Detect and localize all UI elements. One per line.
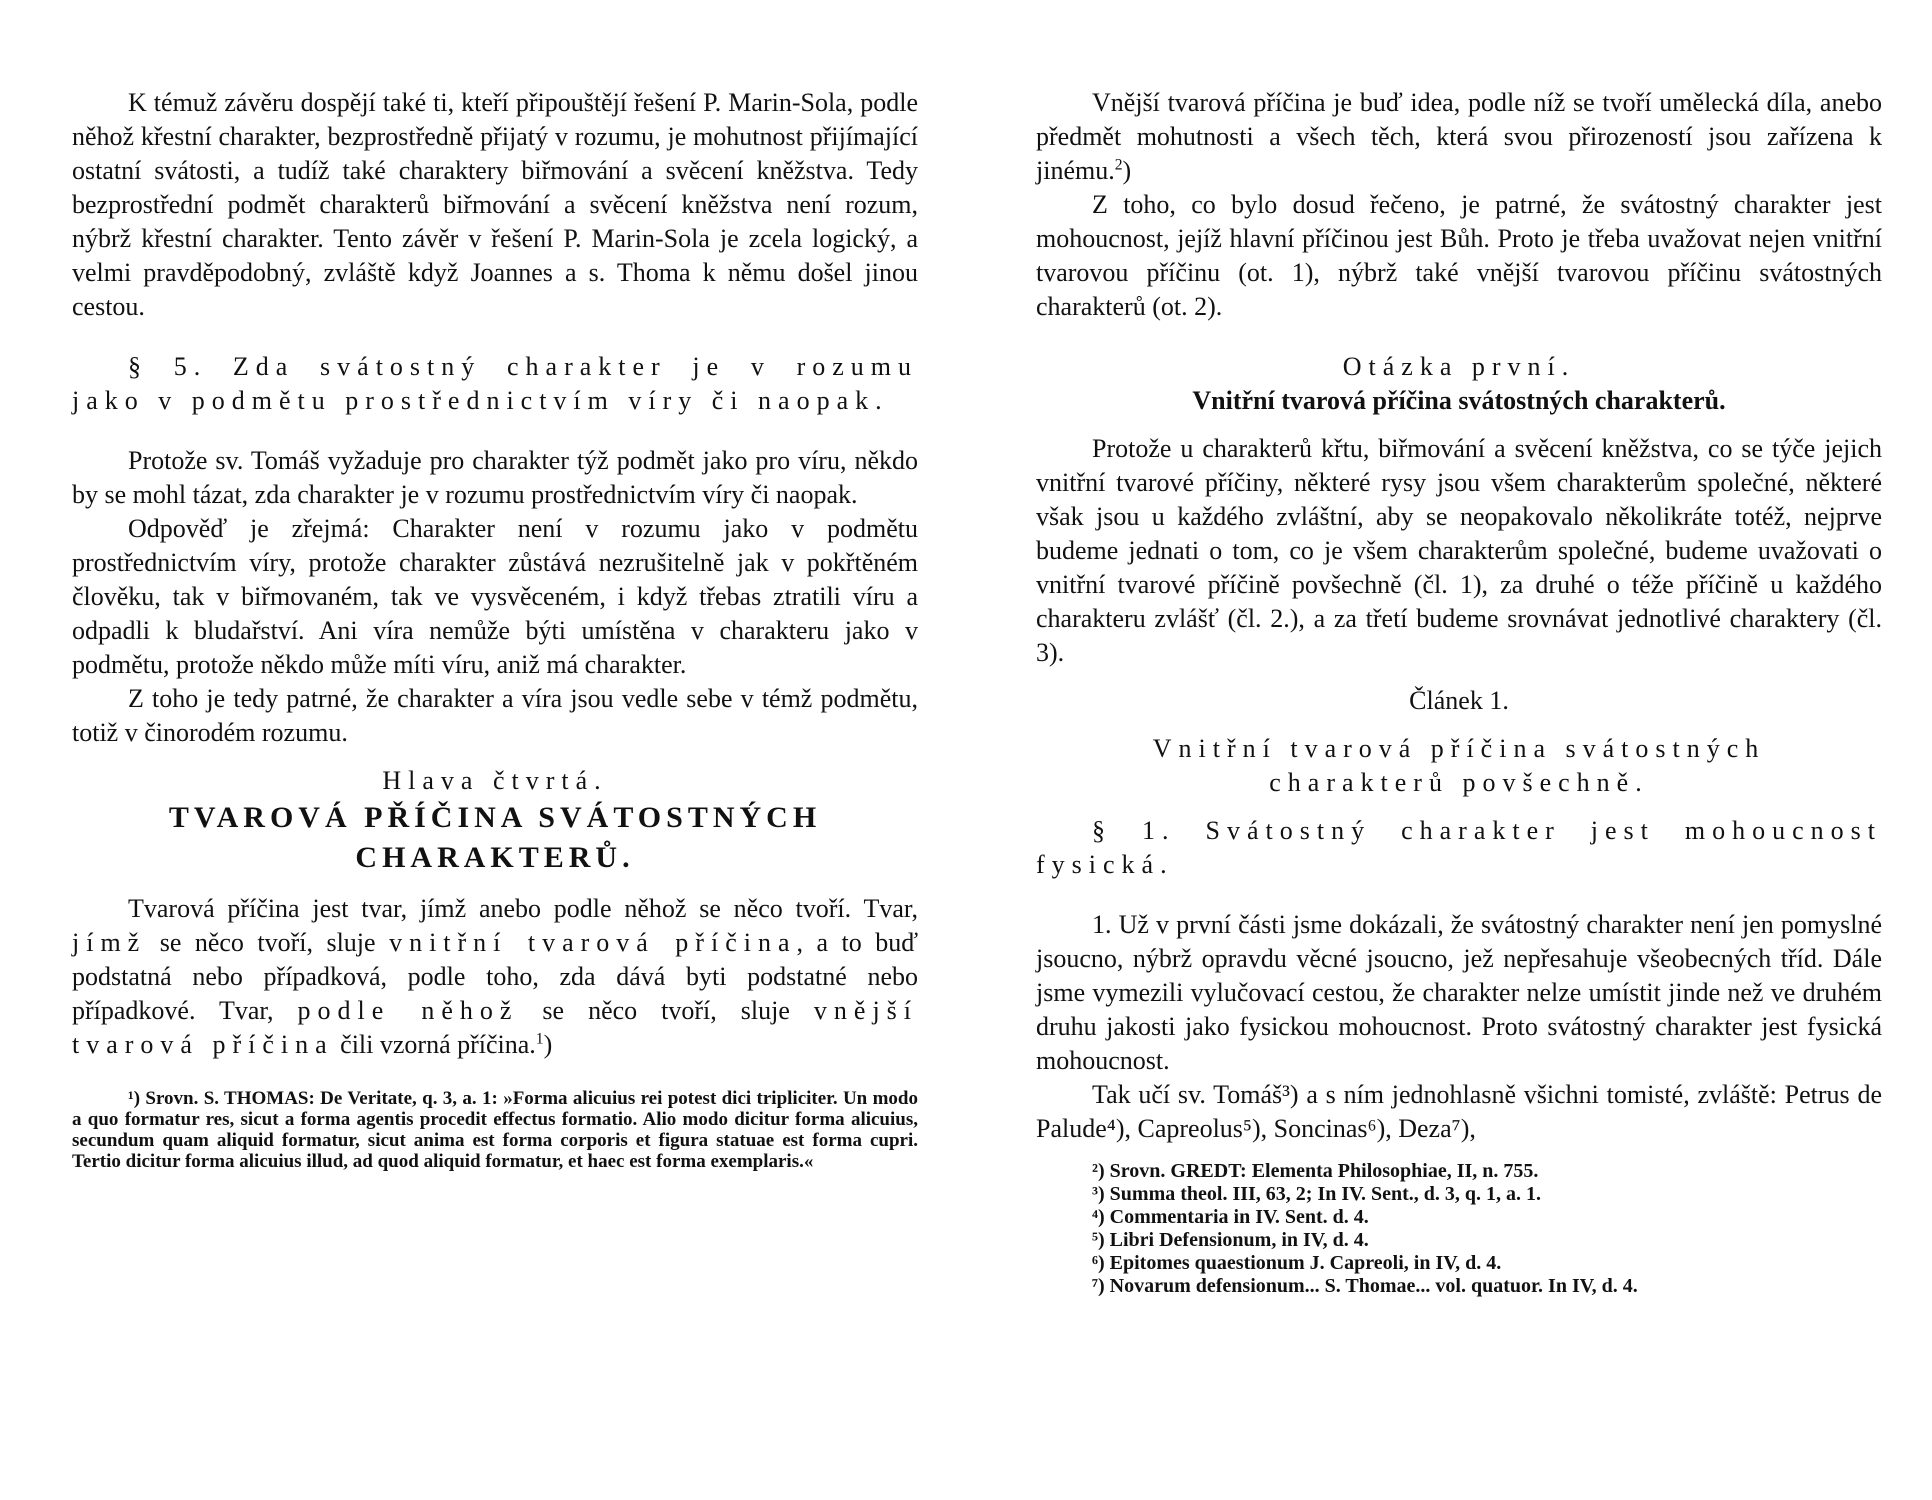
footnote: ²) Srovn. GREDT: Elementa Philosophiae, II, n. 755. xyxy=(1092,1160,1539,1182)
right-page xyxy=(1036,86,1882,1298)
chapter-title: TVAROVÁ PŘÍČINA SVÁTOSTNÝCH CHARAKTERŮ. xyxy=(168,801,822,874)
section-heading: § 5. Zda svátostný charakter je v rozumu jako v podmětu prostřednictvím víry či naopak. xyxy=(72,352,918,415)
paragraph: 1. Už v první části jsme dokázali, že svátostný charakter není jen pomyslné jsoucno, nýbrž opravdu věcné jsoucno, jež nepřesahuje všeobecných tříd. Dále jsme vymezili vylučovací cestou, že charakter nelze umístit jinde než ve druhém druhu jakosti jako fysickou mohoucnost. Proto svátostný charakter jest fysická mohoucnost. xyxy=(1036,910,1882,1075)
article-title: Vnitřní tvarová příčina svátostných charakterů povšechně. xyxy=(1152,734,1766,797)
paragraph: Tak učí sv. Tomáš³) a s ním jednohlasně všichni tomisté, zvláště: Petrus de Palude⁴), Capreolus⁵), Soncinas⁶), Deza⁷), xyxy=(1036,1080,1882,1143)
paragraph: Z toho, co bylo dosud řečeno, je patrné, že svátostný charakter jest mohoucnost, jejíž hlavní příčinou jest Bůh. Proto je třeba uvažovat nejen vnitřní tvarovou příčinu (ot. 1), nýbrž také vnější tvarovou příčinu svátostných charakterů (ot. 2). xyxy=(1036,190,1882,321)
paragraph: K témuž závěru dospějí také ti, kteří připouštějí řešení P. Marin-Sola, podle něhož křestní charakter, bezprostředně přijatý v rozumu, je mohutnost přijímající ostatní svátosti, a tudíž také charaktery biřmování a svěcení kněžstva. Tedy bezprostřední podmět charakterů biřmování a svěcení kněžstva není rozum, nýbrž křestní charakter. Tento závěr v řešení P. Marin-Sola je zcela logický, a velmi pravděpodobný, zvláště když Joannes a s. Thoma k němu došel jinou cestou. xyxy=(72,88,918,321)
paragraph: Protože sv. Tomáš vyžaduje pro charakter týž podmět jako pro víru, někdo by se mohl tázat, zda charakter je v rozumu prostřednictvím víry či naopak. xyxy=(72,446,918,509)
paragraph: Vnější tvarová příčina je buď idea, podle níž se tvoří umělecká díla, anebo předmět mohutnosti a všech těch, která svou přirozeností jsou zařízena k jinému.$^2$) xyxy=(1036,88,1882,185)
question-label: Otázka první. xyxy=(1342,352,1576,381)
section-heading: § 1. Svátostný charakter jest mohoucnost fysická. xyxy=(1036,816,1882,879)
footnote: ³) Summa theol. III, 63, 2; In IV. Sent., d. 3, q. 1, a. 1. xyxy=(1092,1183,1542,1205)
paragraph: Tvarová příčina jest tvar, jímž anebo podle něhož se něco tvoří. Tvar, jímž se něco tvoří, sluje vnitřní tvarová příčina, a to buď podstatná nebo případková, podle toho, zda dává byti podstatné nebo případkové. Tvar, podle něhož se něco tvoří, sluje vnější tvarová příčina čili vzorná příčina.$^1$) xyxy=(72,894,919,1059)
paragraph: Odpověď je zřejmá: Charakter není v rozumu jako v podmětu prostřednictvím víry, protože charakter zůstává nezrušitelně jak v pokřtěném člověku, tak v biřmovaném, tak ve vysvěceném, i když třebas ztratili víru a odpadli k bludařství. Ani víra nemůže býti umístěna v charakteru jako v podmětu, protože někdo může míti víru, aniž má charakter. xyxy=(72,514,918,679)
paragraph: Z toho je tedy patrné, že charakter a víra jsou vedle sebe v témž podmětu, totiž v činorodém rozumu. xyxy=(72,684,918,747)
left-page xyxy=(72,86,918,1172)
footnote: ¹) Srovn. S. THOMAS: De Veritate, q. 3, a. 1: »Forma alicuius rei potest dici tripliciter. Un modo a quo formatur res, sicut a forma agentis procedit effectus formatio. Alio modo dicitur forma alicuius, secundum quam aliquid formatur, sicut anima est forma corporis et figura statuae est forma cupri. Tertio dicitur forma alicuius illud, ad quod aliquid formatur, et haec est forma exemplaris.« xyxy=(72,1088,918,1172)
footnotes xyxy=(1036,1160,1882,1298)
question-title: Vnitřní tvarová příčina svátostných charakterů. xyxy=(1192,386,1726,415)
article-label: Článek 1. xyxy=(1409,686,1509,715)
footnote: ⁴) Commentaria in IV. Sent. d. 4. xyxy=(1092,1206,1369,1228)
footnote: ⁷) Novarum defensionum... S. Thomae... vol. quatuor. In IV, d. 4. xyxy=(1092,1275,1638,1297)
paragraph: Protože u charakterů křtu, biřmování a svěcení kněžstva, co se týče jejich vnitřní tvarové příčiny, některé rysy jsou všem charakterům společné, některé však jsou u každého zvláštní, aby se neopakovalo několikráte totéž, nejprve budeme jednati o tom, co je všem charakterům společné, budeme uvažovati o vnitřní tvarové příčině povšechně (čl. 1), za druhé o téže příčině u každého charakteru zvlášť (čl. 2.), a za třetí budeme srovnávat jednotlivé charaktery (čl. 3). xyxy=(1036,434,1882,667)
footnote: ⁵) Libri Defensionum, in IV, d. 4. xyxy=(1092,1229,1369,1251)
footnote: ⁶) Epitomes quaestionum J. Capreoli, in IV, d. 4. xyxy=(1092,1252,1502,1274)
chapter-label: Hlava čtvrtá. xyxy=(382,766,608,795)
